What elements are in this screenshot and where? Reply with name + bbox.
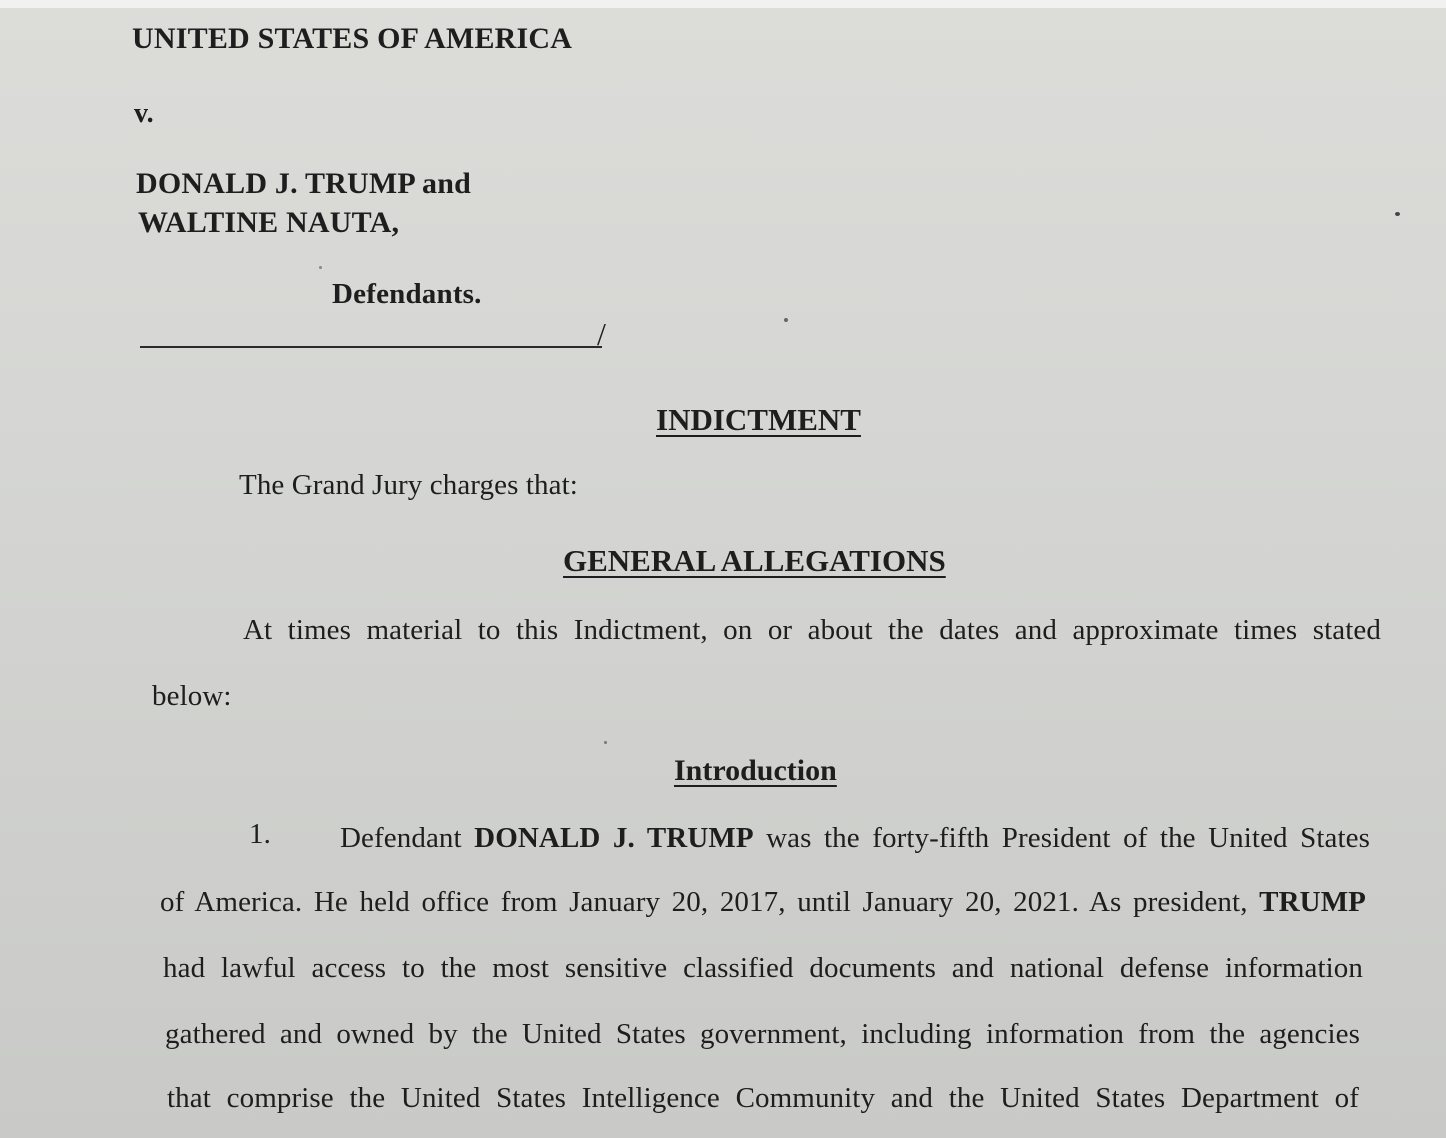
paper-speck xyxy=(784,318,788,322)
paper-speck xyxy=(604,741,607,744)
paragraph1-line1-name: DONALD J. TRUMP xyxy=(474,822,754,854)
paragraph1-line3: had lawful access to the most sensitive classified documents and national defense information xyxy=(163,952,1363,984)
paper-top-edge xyxy=(0,0,1446,8)
preamble-line2: below: xyxy=(152,680,232,712)
paragraph1-line1-pre: Defendant xyxy=(340,822,462,854)
paragraph1-line2-name: TRUMP xyxy=(1259,886,1366,918)
preamble-line1: At times material to this Indictment, on or about the dates and approximate times stated xyxy=(243,614,1381,646)
paper-speck xyxy=(1395,212,1400,216)
paragraph1-line4: gathered and owned by the United States government, including information from the agencies xyxy=(165,1018,1360,1050)
caption-rule xyxy=(140,346,602,348)
caption-defendants-label: Defendants. xyxy=(332,278,482,310)
caption-plaintiff: UNITED STATES OF AMERICA xyxy=(132,22,573,55)
section-heading: GENERAL ALLEGATIONS xyxy=(563,543,946,578)
paragraph1-line1 xyxy=(340,822,1370,855)
paper-speck xyxy=(319,266,322,269)
opening-statement: The Grand Jury charges that: xyxy=(239,469,578,501)
paragraph1-line5: that comprise the United States Intelligence Community and the United States Department of xyxy=(167,1082,1359,1114)
paragraph1-line2-pre: of America. He held office from January 20, 2017, until January 20, 2021. As president, xyxy=(160,886,1248,918)
introduction-subheading: Introduction xyxy=(674,754,837,787)
paragraph-number: 1. xyxy=(249,818,271,850)
paragraph1-line2 xyxy=(160,886,1366,919)
caption-rule-mark: / xyxy=(597,316,606,352)
indictment-title: INDICTMENT xyxy=(656,402,861,437)
caption-defendant-line1: DONALD J. TRUMP and xyxy=(136,167,471,200)
caption-defendant-line2: WALTINE NAUTA, xyxy=(138,206,400,239)
paragraph1-line1-post: was the forty-fifth President of the United States xyxy=(766,822,1370,854)
caption-versus: v. xyxy=(134,98,154,129)
